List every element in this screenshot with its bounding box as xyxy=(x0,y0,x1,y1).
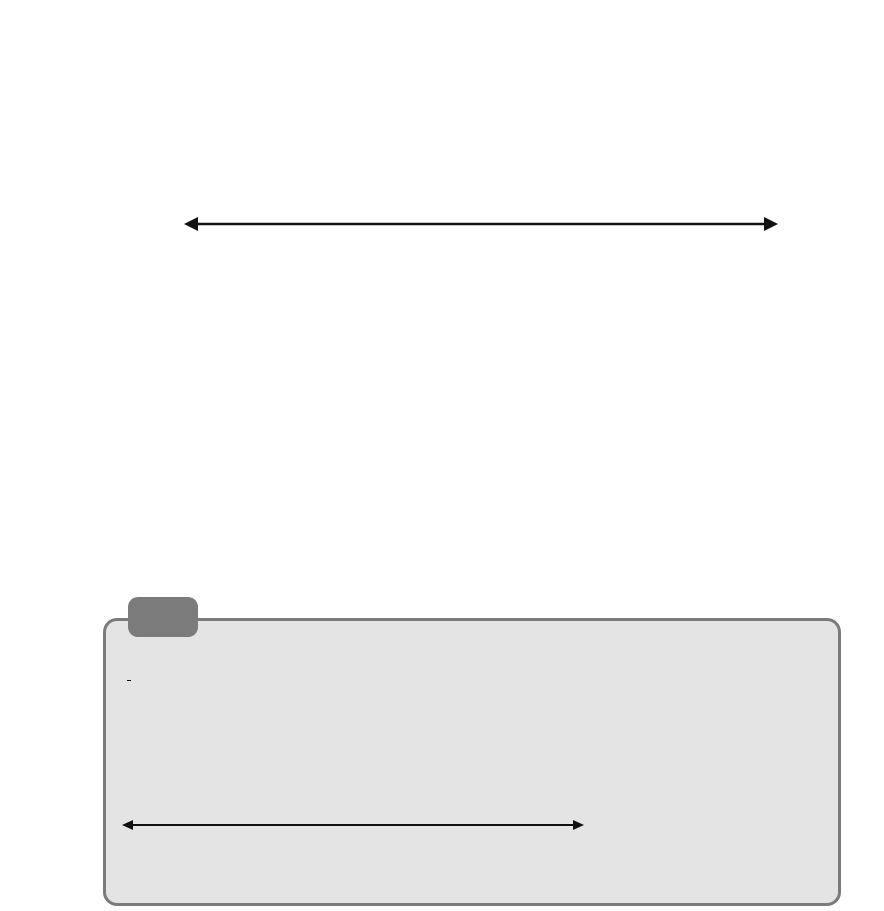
mini-arrow-left-icon xyxy=(122,820,133,830)
mini-arrow-right-icon xyxy=(573,820,584,830)
